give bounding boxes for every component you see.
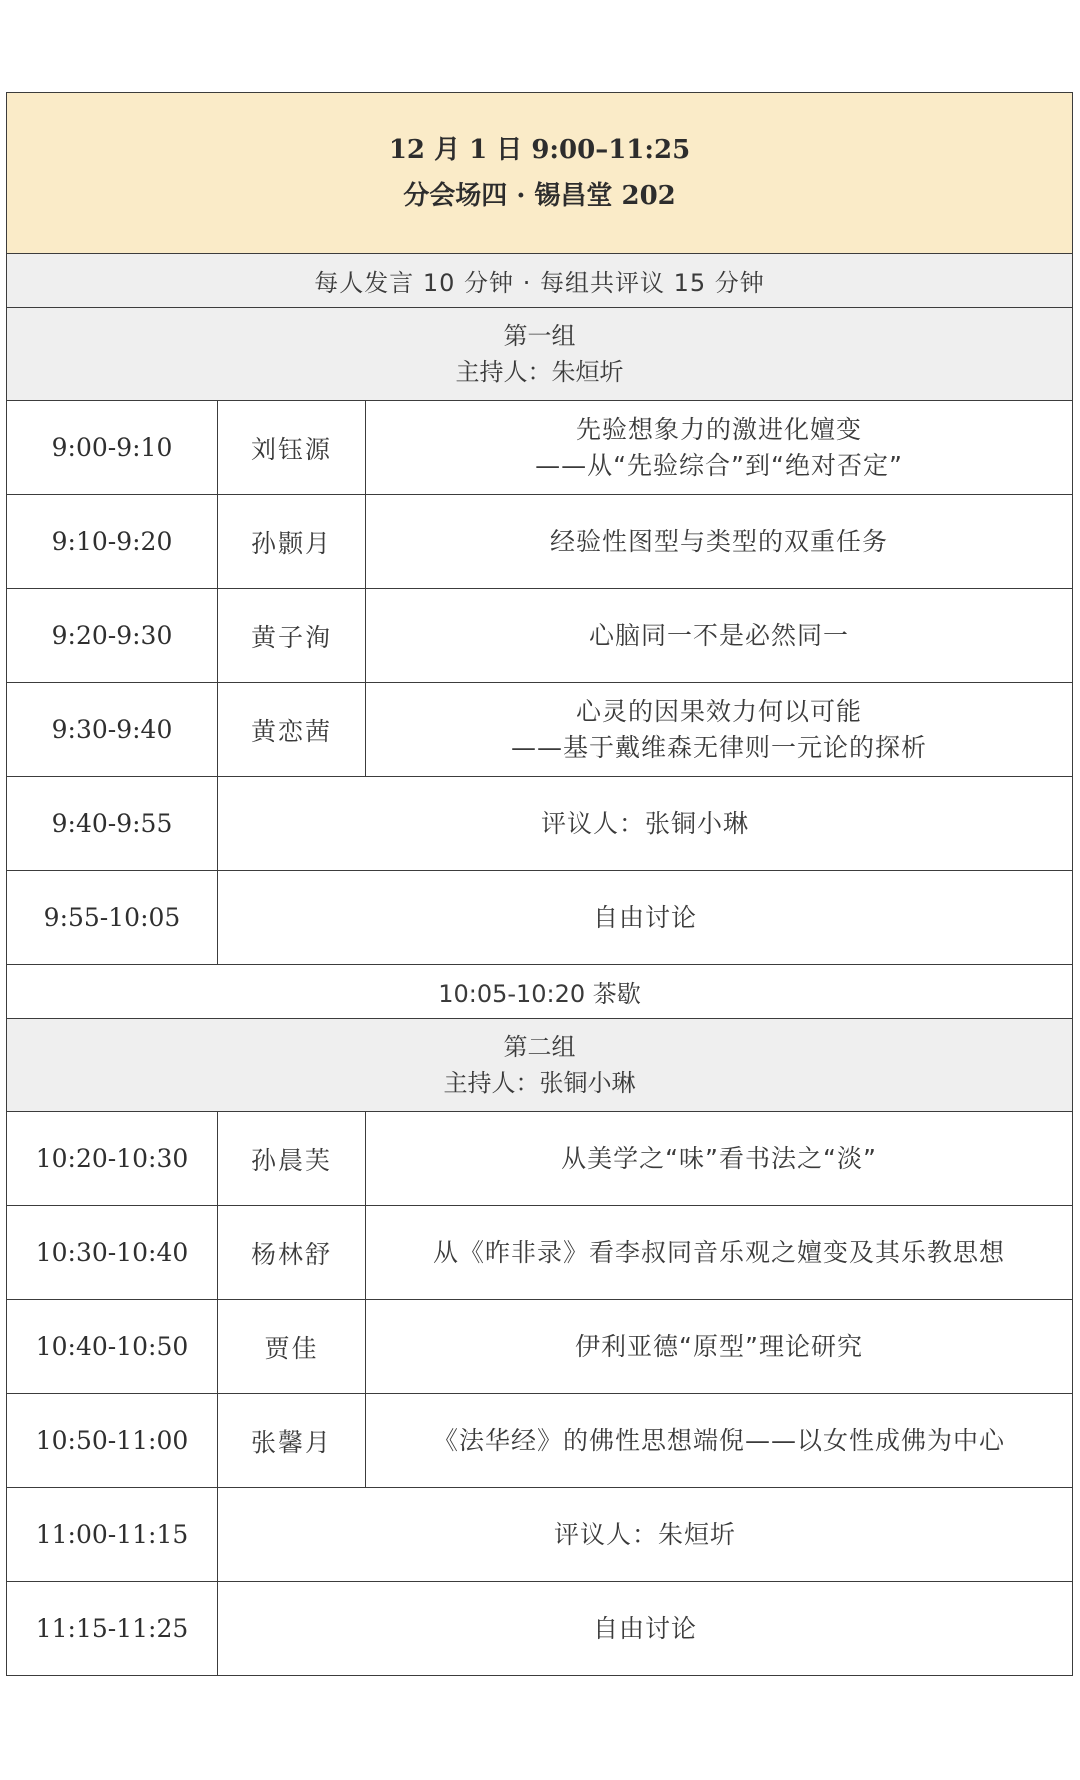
session-venue: 分会场四 · 锡昌堂 202 — [403, 181, 676, 211]
session-header-row — [7, 93, 1073, 254]
table-row — [7, 495, 1073, 589]
group-header-row — [7, 1019, 1073, 1112]
group-2-label: 第二组 — [503, 1033, 576, 1061]
session-date-time: 12 月 1 日 9:00–11:25 — [388, 135, 691, 165]
paper-subtitle-line: ——基于戴维森无律则一元论的探析 — [511, 732, 928, 762]
time-cell: 9:40-9:55 — [7, 777, 218, 871]
table-row — [7, 1112, 1073, 1206]
table-row — [7, 1206, 1073, 1300]
table-row — [7, 401, 1073, 495]
group-1-host: 主持人：朱烜圻 — [455, 358, 624, 386]
group-2-host: 主持人：张铜小琳 — [443, 1069, 636, 1097]
tea-break: 10:05-10:20 茶歇 — [7, 965, 1073, 1019]
speaker-name: 黄子洵 — [218, 589, 366, 683]
group-1-header — [7, 308, 1073, 401]
speaker-name: 贾佳 — [218, 1300, 366, 1394]
speaker-name: 黄恋茜 — [218, 683, 366, 777]
time-cell: 10:20-10:30 — [7, 1112, 218, 1206]
paper-title: 伊利亚德“原型”理论研究 — [366, 1300, 1073, 1394]
discussion-cell: 自由讨论 — [218, 871, 1073, 965]
table-row — [7, 1300, 1073, 1394]
speaking-rules: 每人发言 10 分钟 · 每组共评议 15 分钟 — [7, 254, 1073, 308]
paper-title: 经验性图型与类型的双重任务 — [366, 495, 1073, 589]
schedule-table — [6, 92, 1073, 1676]
group-1-label: 第一组 — [503, 322, 576, 350]
discussion-row — [7, 1582, 1073, 1676]
paper-title: 心脑同一不是必然同一 — [366, 589, 1073, 683]
reviewer-cell: 评议人：朱烜圻 — [218, 1488, 1073, 1582]
group-header-row — [7, 308, 1073, 401]
paper-title: 从美学之“味”看书法之“淡” — [366, 1112, 1073, 1206]
speaker-name: 张馨月 — [218, 1394, 366, 1488]
table-row — [7, 1394, 1073, 1488]
speaker-name: 杨林舒 — [218, 1206, 366, 1300]
time-cell: 10:40-10:50 — [7, 1300, 218, 1394]
discussion-cell: 自由讨论 — [218, 1582, 1073, 1676]
speaker-name: 孙颢月 — [218, 495, 366, 589]
tea-break-row — [7, 965, 1073, 1019]
table-row — [7, 683, 1073, 777]
time-cell: 9:30-9:40 — [7, 683, 218, 777]
paper-title: 从《昨非录》看李叔同音乐观之嬗变及其乐教思想 — [366, 1206, 1073, 1300]
time-cell: 9:55-10:05 — [7, 871, 218, 965]
time-cell: 10:30-10:40 — [7, 1206, 218, 1300]
table-row — [7, 589, 1073, 683]
speaker-name: 刘钰源 — [218, 401, 366, 495]
paper-title — [366, 683, 1073, 777]
time-cell: 10:50-11:00 — [7, 1394, 218, 1488]
paper-title-line: 心灵的因果效力何以可能 — [576, 696, 863, 726]
paper-title: 《法华经》的佛性思想端倪——以女性成佛为中心 — [366, 1394, 1073, 1488]
time-cell: 11:15-11:25 — [7, 1582, 218, 1676]
paper-title — [366, 401, 1073, 495]
rules-row — [7, 254, 1073, 308]
time-cell: 11:00-11:15 — [7, 1488, 218, 1582]
speaker-name: 孙晨芙 — [218, 1112, 366, 1206]
discussion-row — [7, 871, 1073, 965]
reviewer-cell: 评议人：张铜小琳 — [218, 777, 1073, 871]
time-cell: 9:00-9:10 — [7, 401, 218, 495]
review-row — [7, 777, 1073, 871]
session-header — [7, 93, 1073, 254]
paper-title-line: 先验想象力的激进化嬗变 — [576, 414, 863, 444]
time-cell: 9:10-9:20 — [7, 495, 218, 589]
time-cell: 9:20-9:30 — [7, 589, 218, 683]
group-2-header — [7, 1019, 1073, 1112]
paper-subtitle-line: ——从“先验综合”到“绝对否定” — [535, 450, 903, 480]
review-row — [7, 1488, 1073, 1582]
